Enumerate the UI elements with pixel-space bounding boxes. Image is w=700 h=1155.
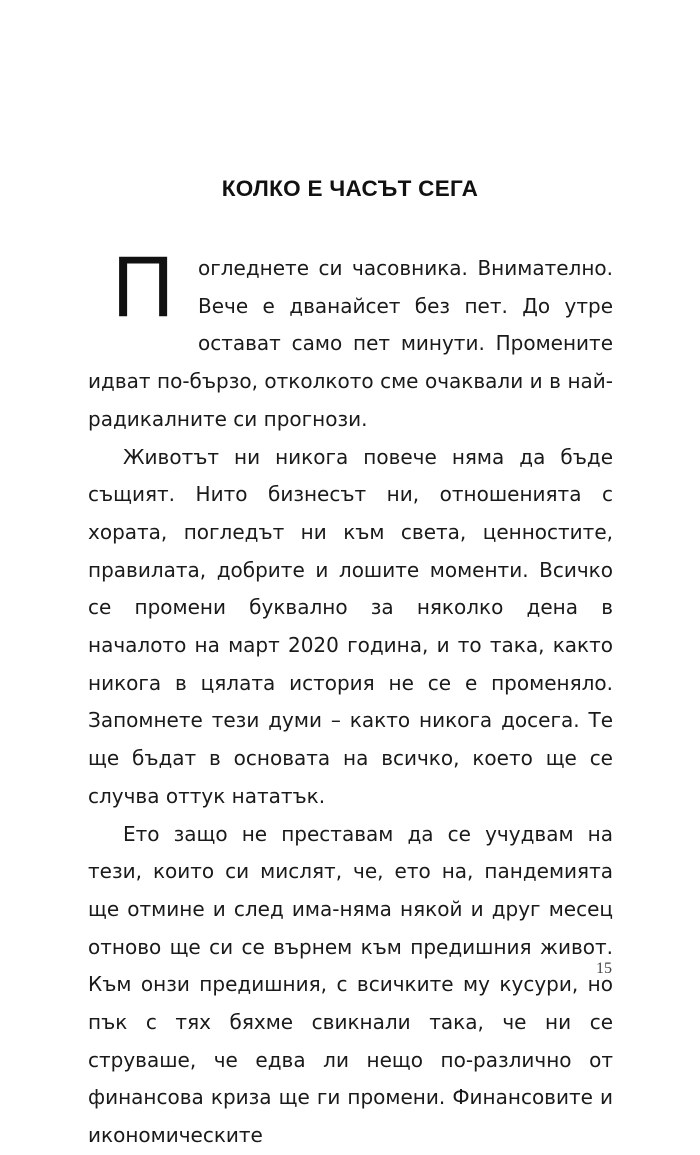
drop-cap — [88, 239, 198, 335]
page-number: 15 — [596, 960, 612, 977]
paragraph-3: Ето защо не преставам да се учудвам на тези, които си мислят, че, ето на, пандемията ще отмине и след има-няма някой и друг месец отново ще си се върнем към предишния живот. Към онзи предишния, с всичките му кусури, но пък с тях бяхме свикнали така, че ни се струваше, че едва ли нещо по-различно от финансова криза ще ги промени. Финансовите и икономическите — [88, 821, 613, 1148]
paragraph-2: Животът ни никога повече няма да бъде същият. Нито бизнесът ни, отношенията с хората, погледът ни към света, ценностите, правилата, добрите и лошите моменти. Всичко се промени буквално за няколко дена в началото на март 2020 година, и то така, както никога в цялата история не се е променяло. Запомнете тези думи – както никога досега. Те ще бъдат в основата на всичко, което ще се случва оттук нататък. — [88, 444, 613, 808]
body-text — [88, 239, 613, 1155]
chapter-title: КОЛКО Е ЧАСЪТ СЕГА — [221, 176, 479, 201]
drop-cap-letter: П — [112, 239, 174, 335]
paragraph-1-text: огледнете си часовника. Внимателно. Вече е дванайсет без пет. До утре остават само пет минути. Промените идват по-бързо, отколкото сме очаквали и в най-радикалните си прогнози. — [88, 256, 613, 431]
paragraph-1 — [88, 239, 613, 439]
